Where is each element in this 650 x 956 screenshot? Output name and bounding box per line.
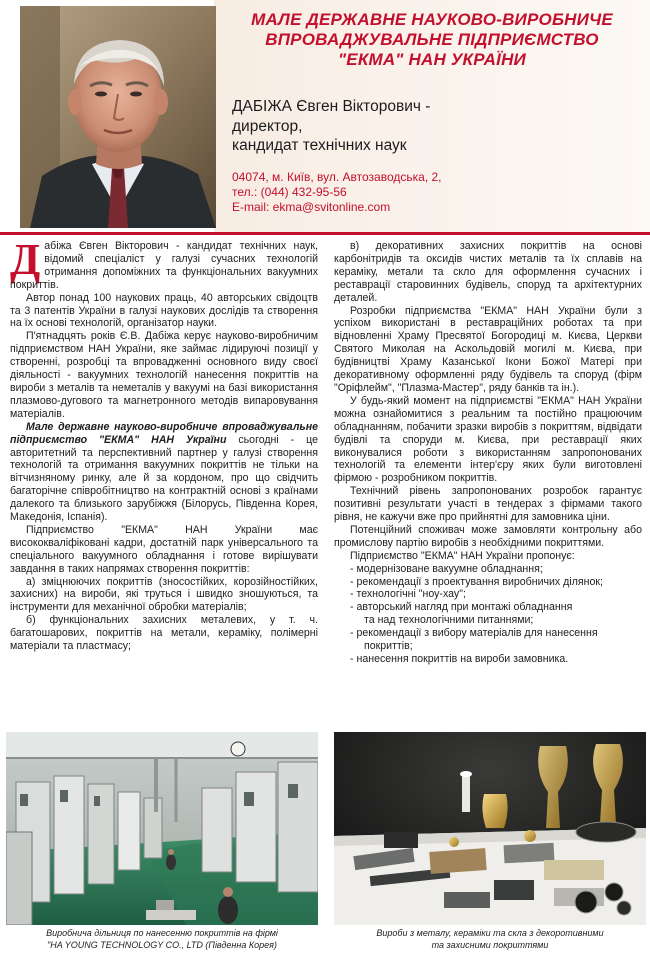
paragraph (10, 235, 318, 292)
caption-line: "HA YOUNG TECHNOLOGY CO., LTD (Південна Корея) (47, 940, 277, 950)
director-name: ДАБІЖА Євген Вікторович - (232, 98, 431, 115)
contact-block (232, 170, 632, 215)
paragraph: Підприємство "ЕКМА" НАН України має висококваліфіковані кадри, достатній парк універсального та спеціального вакуумного обладнання і готове вирішувати завдання в таких напрямах створення покриттів: (10, 523, 318, 575)
paragraph: Підприємство "ЕКМА" НАН України пропонує: (350, 549, 575, 562)
paragraph: Розробки підприємства "ЕКМА" НАН України були з успіхом використані в реставраційних роботах та при відновленні Храму Пресвятої Богородиці м. Києва, Церкви Святого Миколая на Аскольдовій могилі м. Києва, при будівництві Храму Казанської Ікони Божої Матері при декоративному оформленні ряду будівель та споруд (фірм "Оріфлейм", "Плазма-Мастер", ряду банків та ін.). (334, 304, 642, 394)
email: E-mail: ekma@svitonline.com (232, 200, 391, 214)
portrait-image (20, 6, 216, 228)
paragraph: У будь-який момент на підприємстві "ЕКМА" НАН України можна ознайомитися з реальним та постійно працюючим обладнанням, побачити зразки виробів з покриттям, відвідати будівлі та споруди м. Києва, при реставрації яких виконувалися роботи з використанням запропонованих технологій та елементи інтер'єру яких були виготовлені фірмою - розробником покриттів. (334, 394, 642, 485)
caption-line: Вироби з металу, кераміки та скла з декоротивними (376, 928, 604, 938)
header-divider (0, 232, 650, 235)
paragraph: в) декоративних захисних покриттів на основі карбонітридів та оксидів чистих металів та їх сплавів на кераміку, метали та скло для оформлення сучасних і реставрації старовинних будівель, споруд та архітектурних деталей. (334, 240, 642, 304)
paragraph: Потенційний споживач може замовляти контрольну або промислову партію виробів з необхідними покриттями. (334, 523, 642, 549)
production-floor-photo (6, 732, 318, 925)
director-portrait (20, 6, 216, 228)
drop-cap: Д (10, 235, 41, 284)
list-item: - рекомендації з вибору матеріалів для нанесення (350, 627, 598, 640)
left-photo-caption (6, 927, 318, 951)
paragraph: Автор понад 100 наукових праць, 40 авторських свідоцтв та 3 патентів України в галузі наукових дослідів та створення на їх основі технологій, організатор науки. (10, 291, 318, 330)
list-item: покриттів; (364, 640, 413, 653)
list-item: - нанесення покриттів на вироби замовника. (350, 653, 569, 665)
coated-products-photo (334, 732, 646, 925)
paragraph: Технічний рівень запропонованих розробок гарантує позитивні результати участі в тендерах з фірмами такого рівня, не кажучи вже про прийнятні для замовника ціни. (334, 485, 642, 524)
organization-title (222, 10, 642, 70)
paragraph: П'ятнадцять років Є.В. Дабіжа керує науково-виробничим підприємством НАН України, яке займає лідируючі позиції у створенні, розробці та впровадженні основного виду своєї діяльності - вакуумних технологій нанесення покриттів на вироби з металів та неметалів у вакуумі на базі використання плазмово-дугового та магнетронного методів випаровування матеріалів. (10, 330, 318, 420)
production-floor-image (6, 732, 318, 925)
paragraph-text: абіжа Євген Вікторович - кандидат технічних наук, відомий спеціаліст у галузі сучасних технологій отримання допоміжних та функціональних вакуумних покриттів. (10, 240, 318, 291)
address: 04074, м. Київ, вул. Автозаводська, 2, (232, 170, 442, 184)
title-line-1: МАЛЕ ДЕРЖАВНЕ НАУКОВО-ВИРОБНИЧЕ (251, 10, 613, 29)
left-column (10, 235, 318, 653)
phone: тел.: (044) 432-95-56 (232, 185, 347, 199)
list-item: та над технологічними питаннями; (364, 614, 534, 627)
director-degree: кандидат технічних наук (232, 137, 407, 154)
paragraph (10, 421, 318, 524)
list-item: - технологічні "ноу-хау"; (350, 588, 466, 601)
right-photo-caption (334, 927, 646, 951)
paragraph-text: сьогодні - це авторитетний та перспективний партнер у галузі створення технологій та отримання вакуумних покриттів не тільки на вітчизняному ринку, але й за кордоном, про що свідчить багаторічне співробітництво на контрактній основі з країнами далекого та близького зарубіжжя (Білорусь, Південна Корея, Македонія, Іспанія). (10, 433, 318, 524)
paragraph: б) функціональних захисних металевих, у т. ч. багатошарових, покриттів на метали, кераміку, полімерні матеріали та пластмасу; (10, 614, 318, 653)
coated-products-image (334, 732, 646, 925)
list-item: - модернізоване вакуумне обладнання; (350, 562, 543, 575)
right-column (334, 240, 642, 666)
title-line-3: "ЕКМА" НАН УКРАЇНИ (338, 50, 526, 69)
list-item: - рекомендації з проектування виробничих ділянок; (350, 575, 603, 588)
caption-line: та захисними покриттями (431, 940, 549, 950)
title-line-2: ВПРОВАДЖУВАЛЬНЕ ПІДПРИЄМСТВО (265, 30, 599, 49)
company-name-bold: Мале державне науково-виробниче впроваджувальне підприємство "ЕКМА" НАН України (10, 420, 318, 446)
caption-line: Виробнича дільниця по нанесенню покриттів на фірмі (46, 928, 278, 938)
director-name-block (232, 97, 632, 156)
list-item: - авторський нагляд при монтажі обладнання (350, 601, 573, 614)
director-position: директор, (232, 117, 303, 135)
paragraph: а) зміцнюючих покриттів (зносостійких, корозійностійких, захисних) на вироби, які труться і швидко зношуються, та інструменти для механічної обробки матеріалів; (10, 575, 318, 614)
